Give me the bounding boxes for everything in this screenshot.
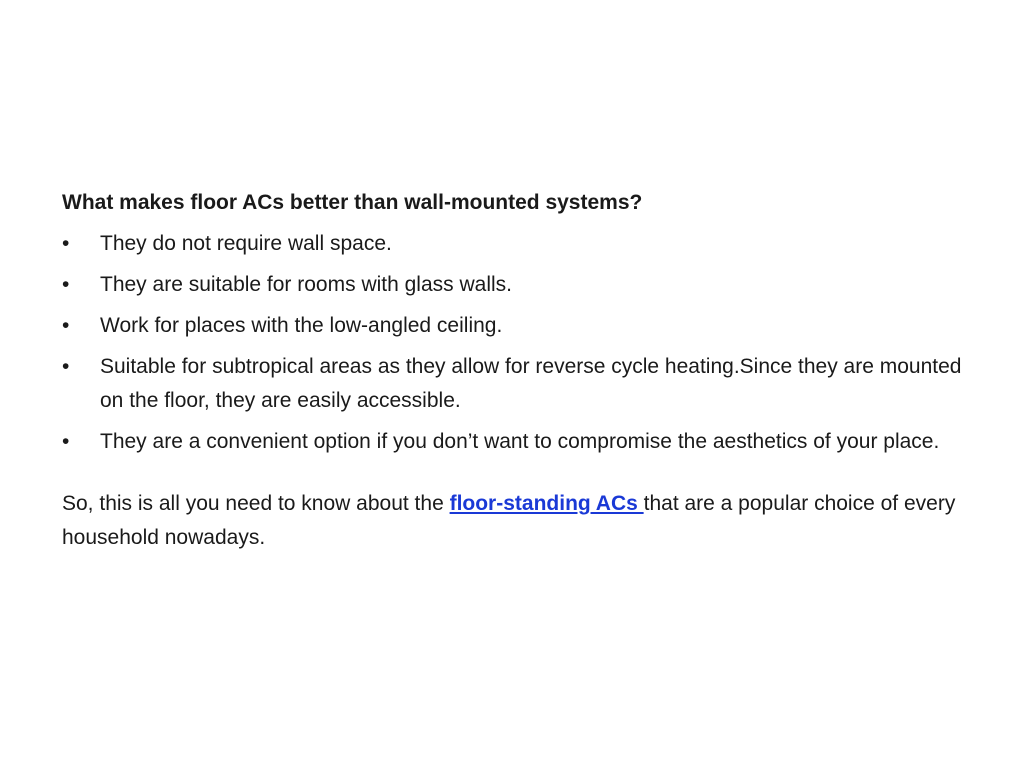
floor-standing-acs-link[interactable]: floor-standing ACs [449, 492, 644, 515]
bullet-icon: • [62, 273, 70, 296]
bullet-list [62, 227, 967, 459]
bullet-icon: • [62, 355, 70, 378]
list-item-text: Work for places with the low-angled ceiling. [100, 314, 503, 337]
list-item [62, 227, 967, 261]
list-item [62, 350, 967, 418]
list-item [62, 425, 967, 459]
list-item-text: They do not require wall space. [100, 232, 392, 255]
bullet-icon: • [62, 430, 70, 453]
bullet-icon: • [62, 314, 70, 337]
list-item-text: Suitable for subtropical areas as they allow for reverse cycle heating.Since they are mounted on the floor, they are easily accessible. [100, 355, 962, 412]
section-heading: What makes floor ACs better than wall-mounted systems? [62, 191, 643, 214]
closing-paragraph [62, 487, 967, 555]
bullet-icon: • [62, 232, 70, 255]
list-item-text: They are suitable for rooms with glass walls. [100, 273, 512, 296]
list-item [62, 268, 967, 302]
slide-body [62, 186, 967, 555]
list-item [62, 309, 967, 343]
closing-text-before: So, this is all you need to know about the [62, 492, 450, 515]
list-item-text: They are a convenient option if you don’t want to compromise the aesthetics of your place. [100, 430, 940, 453]
closing-text-after: that are a popular choice of every household nowadays. [62, 492, 956, 549]
